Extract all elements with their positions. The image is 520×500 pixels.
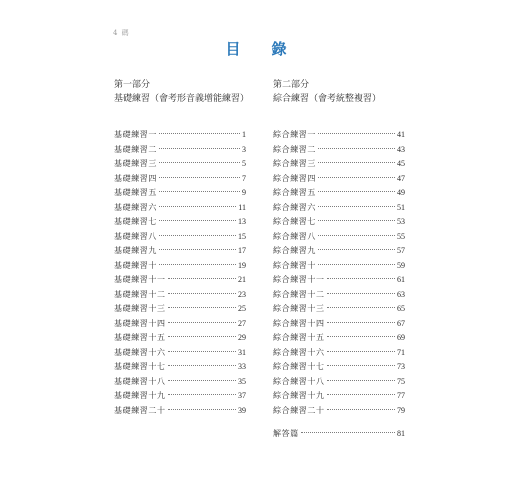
toc-entry-page: 59 [397,260,405,270]
toc-entry[interactable] [114,360,246,375]
part-two-column [273,78,405,418]
toc-entry[interactable] [114,259,246,274]
toc-entry-page: 53 [397,217,405,226]
toc-entry[interactable] [114,273,246,288]
leader-dots [318,177,395,178]
toc-entry-label: 基礎練習十七 [114,362,166,371]
toc-entry-page: 11 [238,202,246,212]
leader-dots [159,191,240,192]
toc-entry-answers[interactable] [273,427,405,442]
toc-entry[interactable] [273,215,405,230]
toc-entry-page: 57 [397,246,405,255]
leader-dots [168,351,236,352]
toc-entry-page: 73 [397,362,405,371]
toc-entry[interactable] [273,331,405,346]
toc-entry[interactable] [273,143,405,158]
toc-entry[interactable] [273,244,405,259]
leader-dots [159,148,240,149]
toc-entry-label: 綜合練習十四 [273,318,325,328]
corner-mark: 4 碼 [113,29,130,37]
leader-dots [318,220,395,221]
part-two-subtitle: 綜合練習（會考統整複習） [273,94,382,104]
toc-entry-label: 綜合練習五 [273,188,316,197]
toc-entry-page: 61 [397,275,405,284]
leader-dots [168,336,236,337]
leader-dots [327,380,395,381]
toc-entry-label: 綜合練習三 [273,159,316,168]
toc-entry-page: 3 [242,144,246,154]
toc-entry-label: 綜合練習十 [273,260,316,270]
toc-entry-label: 基礎練習十 [114,260,157,270]
toc-entry[interactable] [273,157,405,172]
toc-entry-label: 綜合練習六 [273,202,316,212]
toc-entry-label: 綜合練習二十 [273,405,325,415]
toc-entry-label: 綜合練習十三 [273,304,325,313]
toc-entry-label: 基礎練習十一 [114,275,166,284]
toc-entry[interactable] [114,331,246,346]
leader-dots [318,162,395,163]
toc-entry[interactable] [114,172,246,187]
toc-entry-page: 35 [238,376,246,386]
toc-entry[interactable] [114,375,246,390]
toc-entry-page: 13 [238,217,246,226]
toc-entry-label: 基礎練習五 [114,188,157,197]
toc-entry-page: 9 [242,188,246,197]
toc-entry-page: 79 [397,405,405,415]
toc-entry-label: 綜合練習十一 [273,275,325,284]
leader-dots [327,365,395,366]
toc-entry[interactable] [114,143,246,158]
leader-dots [318,235,395,236]
toc-entry-label: 基礎練習八 [114,231,157,241]
toc-entry-page: 65 [397,304,405,313]
toc-entry-page: 45 [397,159,405,168]
toc-entry[interactable] [273,288,405,303]
part-one-toc [114,128,246,418]
part-one-subtitle: 基礎練習（會考形音義增能練習） [114,94,250,104]
toc-entry-label: 綜合練習二 [273,144,316,154]
leader-dots [327,351,395,352]
toc-entry-page: 63 [397,289,405,299]
leader-dots [301,432,395,433]
toc-entry[interactable] [273,273,405,288]
toc-entry-page: 27 [238,318,246,328]
toc-entry-label: 綜合練習八 [273,231,316,241]
toc-entry-page: 49 [397,188,405,197]
leader-dots [159,133,240,134]
leader-dots [318,264,395,265]
toc-entry-label: 基礎練習十九 [114,391,166,400]
leader-dots [318,206,395,207]
leader-dots [168,293,236,294]
toc-entry-page: 39 [238,405,246,415]
toc-entry[interactable] [273,389,405,404]
leader-dots [318,249,395,250]
toc-entry-label: 基礎練習九 [114,246,157,255]
toc-entry-page: 37 [238,391,246,400]
leader-dots [159,220,236,221]
toc-entry-label: 綜合練習十八 [273,376,325,386]
leader-dots [168,307,236,308]
toc-entry-label: 綜合練習七 [273,217,316,226]
toc-entry-page: 5 [242,159,246,168]
leader-dots [159,177,240,178]
toc-entry-label: 綜合練習十九 [273,391,325,400]
leader-dots [159,162,240,163]
answers-toc [273,427,405,442]
toc-entry[interactable] [114,288,246,303]
toc-entry[interactable] [273,375,405,390]
toc-entry-label: 基礎練習十二 [114,289,166,299]
toc-entry[interactable] [114,404,246,419]
toc-entry-label: 基礎練習十四 [114,318,166,328]
toc-entry-page: 21 [238,275,246,284]
toc-entry[interactable] [114,215,246,230]
toc-entry[interactable] [114,157,246,172]
toc-entry[interactable] [114,201,246,216]
toc-entry-page: 43 [397,144,405,154]
leader-dots [159,264,236,265]
toc-entry[interactable] [273,230,405,245]
toc-entry[interactable] [273,346,405,361]
leader-dots [318,133,395,134]
leader-dots [168,365,236,366]
toc-entry-label: 基礎練習四 [114,173,157,183]
toc-entry[interactable] [114,230,246,245]
toc-entry[interactable] [114,128,246,143]
toc-entry-page: 77 [397,391,405,400]
toc-entry-page: 51 [397,202,405,212]
toc-entry[interactable] [273,186,405,201]
toc-entry-page: 1 [242,130,246,139]
toc-entry-page: 75 [397,376,405,386]
toc-entry[interactable] [114,346,246,361]
toc-entry[interactable] [114,317,246,332]
toc-entry-page: 23 [238,289,246,299]
part-one-heading: 第一部分 [114,80,151,90]
toc-entry[interactable] [114,302,246,317]
toc-entry-label: 基礎練習六 [114,202,157,212]
toc-entry-label: 綜合練習十七 [273,362,325,371]
leader-dots [168,394,236,395]
toc-entry[interactable] [273,128,405,143]
toc-entry-label: 基礎練習三 [114,159,157,168]
leader-dots [318,191,395,192]
leader-dots [168,380,236,381]
toc-entry-label: 基礎練習一 [114,130,157,139]
toc-entry-page: 33 [238,362,246,371]
toc-entry-label: 綜合練習四 [273,173,316,183]
leader-dots [168,409,236,410]
toc-entry-label: 基礎練習十三 [114,304,166,313]
toc-entry-page: 17 [238,246,246,255]
toc-entry-label: 基礎練習十八 [114,376,166,386]
toc-entry-page: 81 [397,429,405,438]
toc-entry-page: 69 [397,333,405,342]
toc-entry[interactable] [273,259,405,274]
toc-entry[interactable] [273,201,405,216]
toc-entry-label: 基礎練習二十 [114,405,166,415]
toc-entry-label: 綜合練習十五 [273,333,325,342]
toc-entry-page: 41 [397,130,405,139]
toc-entry-page: 71 [397,347,405,357]
toc-entry[interactable] [114,244,246,259]
toc-entry[interactable] [273,172,405,187]
toc-entry-label: 解答篇 [273,429,299,438]
toc-entry-page: 67 [397,318,405,328]
toc-entry[interactable] [273,360,405,375]
toc-entry-page: 15 [238,231,246,241]
toc-entry-label: 綜合練習十二 [273,289,325,299]
leader-dots [327,409,395,410]
answers-section [273,427,405,442]
part-two-toc [273,128,405,418]
part-two-heading: 第二部分 [273,80,310,90]
page-title: 目 錄 [225,40,295,58]
leader-dots [318,148,395,149]
toc-entry-label: 基礎練習十五 [114,333,166,342]
toc-entry-page: 19 [238,260,246,270]
leader-dots [159,206,236,207]
toc-entry-page: 31 [238,347,246,357]
leader-dots [327,336,395,337]
toc-entry[interactable] [114,186,246,201]
leader-dots [168,278,236,279]
leader-dots [168,322,236,323]
toc-entry-page: 55 [397,231,405,241]
toc-entry-label: 基礎練習七 [114,217,157,226]
toc-entry-label: 綜合練習九 [273,246,316,255]
toc-entry-page: 25 [238,304,246,313]
toc-entry[interactable] [273,317,405,332]
leader-dots [327,293,395,294]
leader-dots [327,307,395,308]
leader-dots [327,394,395,395]
toc-entry-label: 綜合練習十六 [273,347,325,357]
part-one-column [114,78,250,418]
toc-entry-label: 基礎練習十六 [114,347,166,357]
leader-dots [159,235,236,236]
leader-dots [327,278,395,279]
toc-entry[interactable] [273,302,405,317]
toc-entry-page: 29 [238,333,246,342]
leader-dots [327,322,395,323]
toc-entry-label: 綜合練習一 [273,130,316,139]
toc-entry[interactable] [273,404,405,419]
toc-entry-page: 7 [242,173,246,183]
leader-dots [159,249,236,250]
toc-entry-label: 基礎練習二 [114,144,157,154]
toc-entry-page: 47 [397,173,405,183]
toc-entry[interactable] [114,389,246,404]
